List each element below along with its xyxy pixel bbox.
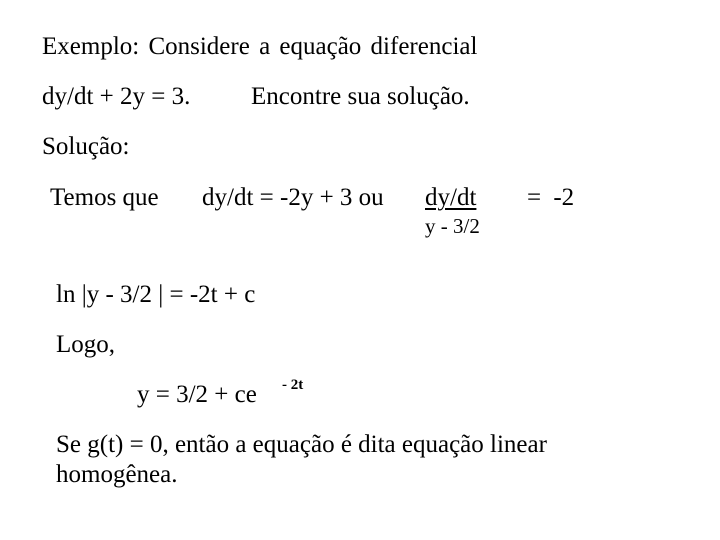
general-solution: y = 3/2 + ce — [137, 381, 257, 408]
example-heading: Exemplo: Considere a equação diferencial — [42, 33, 478, 60]
log-equation: ln |y - 3/2 | = -2t + c — [56, 281, 256, 308]
task-statement: Encontre sua solução. — [251, 83, 470, 110]
fraction-numerator: dy/dt — [425, 184, 477, 211]
temos-que-text: Temos que — [50, 184, 159, 211]
solution-exponent: - 2t — [282, 377, 304, 393]
differential-equation: dy/dt + 2y = 3. — [42, 83, 191, 110]
fraction-denominator: y - 3/2 — [425, 214, 480, 238]
fraction-rhs: = -2 — [527, 184, 575, 211]
logo-text: Logo, — [56, 331, 116, 358]
homogeneous-note: Se g(t) = 0, então a equação é dita equação linear homogênea. — [56, 431, 547, 488]
rearranged-equation: dy/dt = -2y + 3 ou — [202, 184, 384, 211]
solution-label: Solução: — [42, 133, 130, 160]
